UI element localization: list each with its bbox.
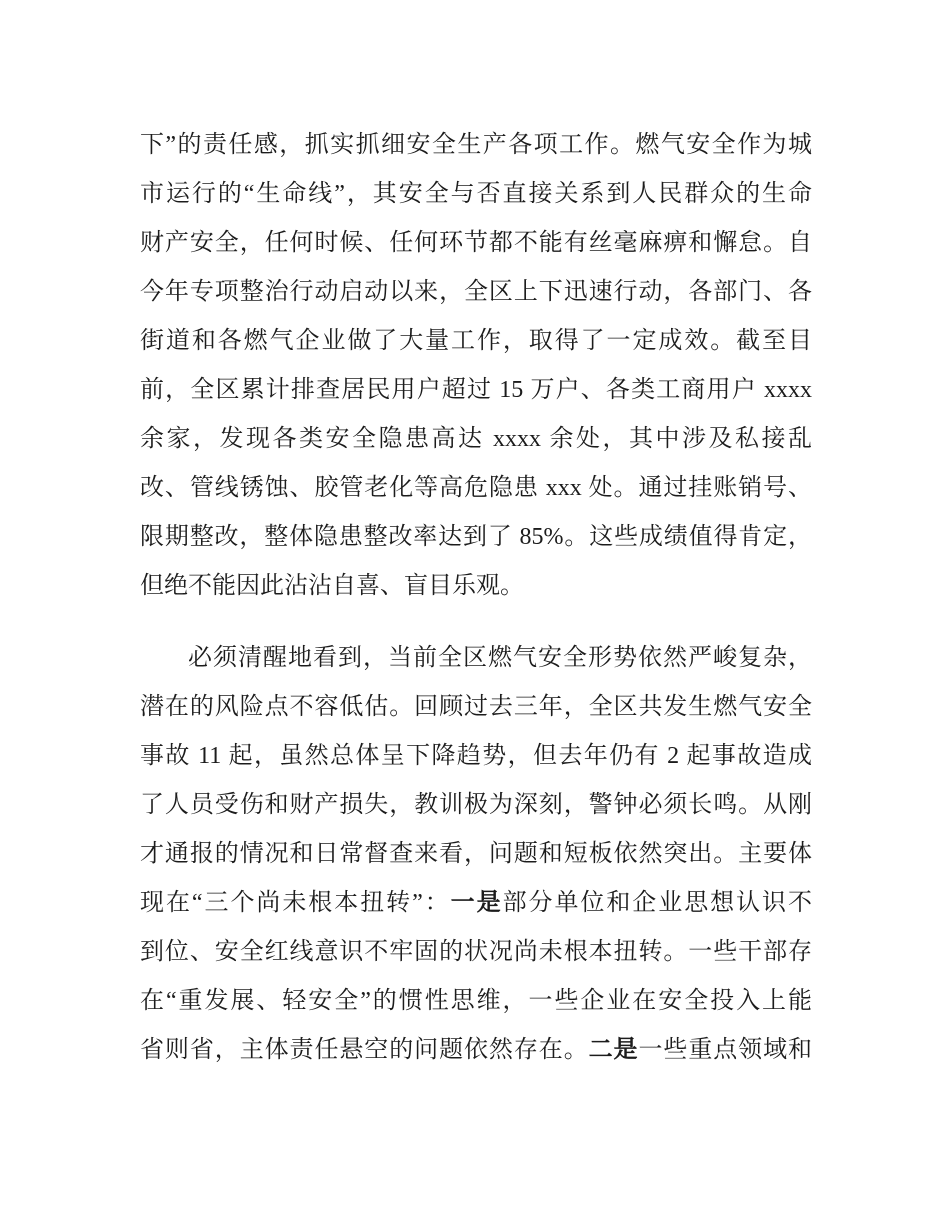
text-run: 财产安全，任何时候、任何环节都不能有丝毫麻痹和懈怠。自 [140, 230, 812, 256]
text-line [140, 268, 812, 317]
text-line [140, 562, 812, 611]
text-run: 在“重发展、轻安全”的惯性思维，一些企业在安全投入上能 [140, 988, 812, 1014]
text-line [140, 732, 812, 781]
text-run: 部分单位和企业思想认识不 [502, 890, 812, 916]
text-line [140, 1026, 812, 1075]
text-line [140, 879, 812, 928]
text-run: 限期整改，整体隐患整改率达到了 85%。这些成绩值得肯定， [140, 524, 812, 550]
text-run: 余家，发现各类安全隐患高达 xxxx 余处，其中涉及私接乱 [140, 426, 812, 452]
document-body [140, 121, 812, 1075]
text-run: 了人员受伤和财产损失，教训极为深刻，警钟必须长鸣。从刚 [140, 792, 812, 818]
text-line [140, 366, 812, 415]
text-run: 一些重点领域和 [638, 1037, 812, 1063]
paragraph [140, 121, 812, 611]
text-run: 今年专项整治行动启动以来，全区上下迅速行动，各部门、各 [140, 279, 812, 305]
text-line [140, 977, 812, 1026]
text-run: 才通报的情况和日常督查来看，问题和短板依然突出。主要体 [140, 841, 812, 867]
text-run: 街道和各燃气企业做了大量工作，取得了一定成效。截至目 [140, 328, 812, 354]
bold-run: 二是 [588, 1037, 639, 1063]
text-run: 改、管线锈蚀、胶管老化等高危隐患 xxx 处。通过挂账销号、 [140, 475, 812, 501]
text-run: 但绝不能因此沾沾自喜、盲目乐观。 [140, 573, 524, 599]
text-run: 潜在的风险点不容低估。回顾过去三年，全区共发生燃气安全 [140, 694, 812, 720]
text-run: 事故 11 起，虽然总体呈下降趋势，但去年仍有 2 起事故造成 [140, 743, 812, 769]
text-line [140, 121, 812, 170]
text-line [140, 464, 812, 513]
text-line [140, 634, 812, 683]
text-run: 必须清醒地看到，当前全区燃气安全形势依然严峻复杂， [188, 645, 812, 671]
text-line [140, 928, 812, 977]
text-line [140, 219, 812, 268]
text-line [140, 683, 812, 732]
text-run: 到位、安全红线意识不牢固的状况尚未根本扭转。一些干部存 [140, 939, 812, 965]
text-run: 市运行的“生命线”，其安全与否直接关系到人民群众的生命 [140, 181, 812, 207]
text-line [140, 317, 812, 366]
paragraph [140, 634, 812, 1075]
bold-run: 一是 [450, 890, 503, 916]
text-line [140, 513, 812, 562]
text-line [140, 781, 812, 830]
text-line [140, 170, 812, 219]
text-run: 下”的责任感，抓实抓细安全生产各项工作。燃气安全作为城 [140, 132, 812, 158]
text-run: 前，全区累计排查居民用户超过 15 万户、各类工商用户 xxxx [140, 377, 812, 403]
text-run: 省则省，主体责任悬空的问题依然存在。 [140, 1037, 589, 1063]
text-line [140, 415, 812, 464]
text-run: 现在“三个尚未根本扭转”： [140, 890, 451, 916]
text-line [140, 830, 812, 879]
